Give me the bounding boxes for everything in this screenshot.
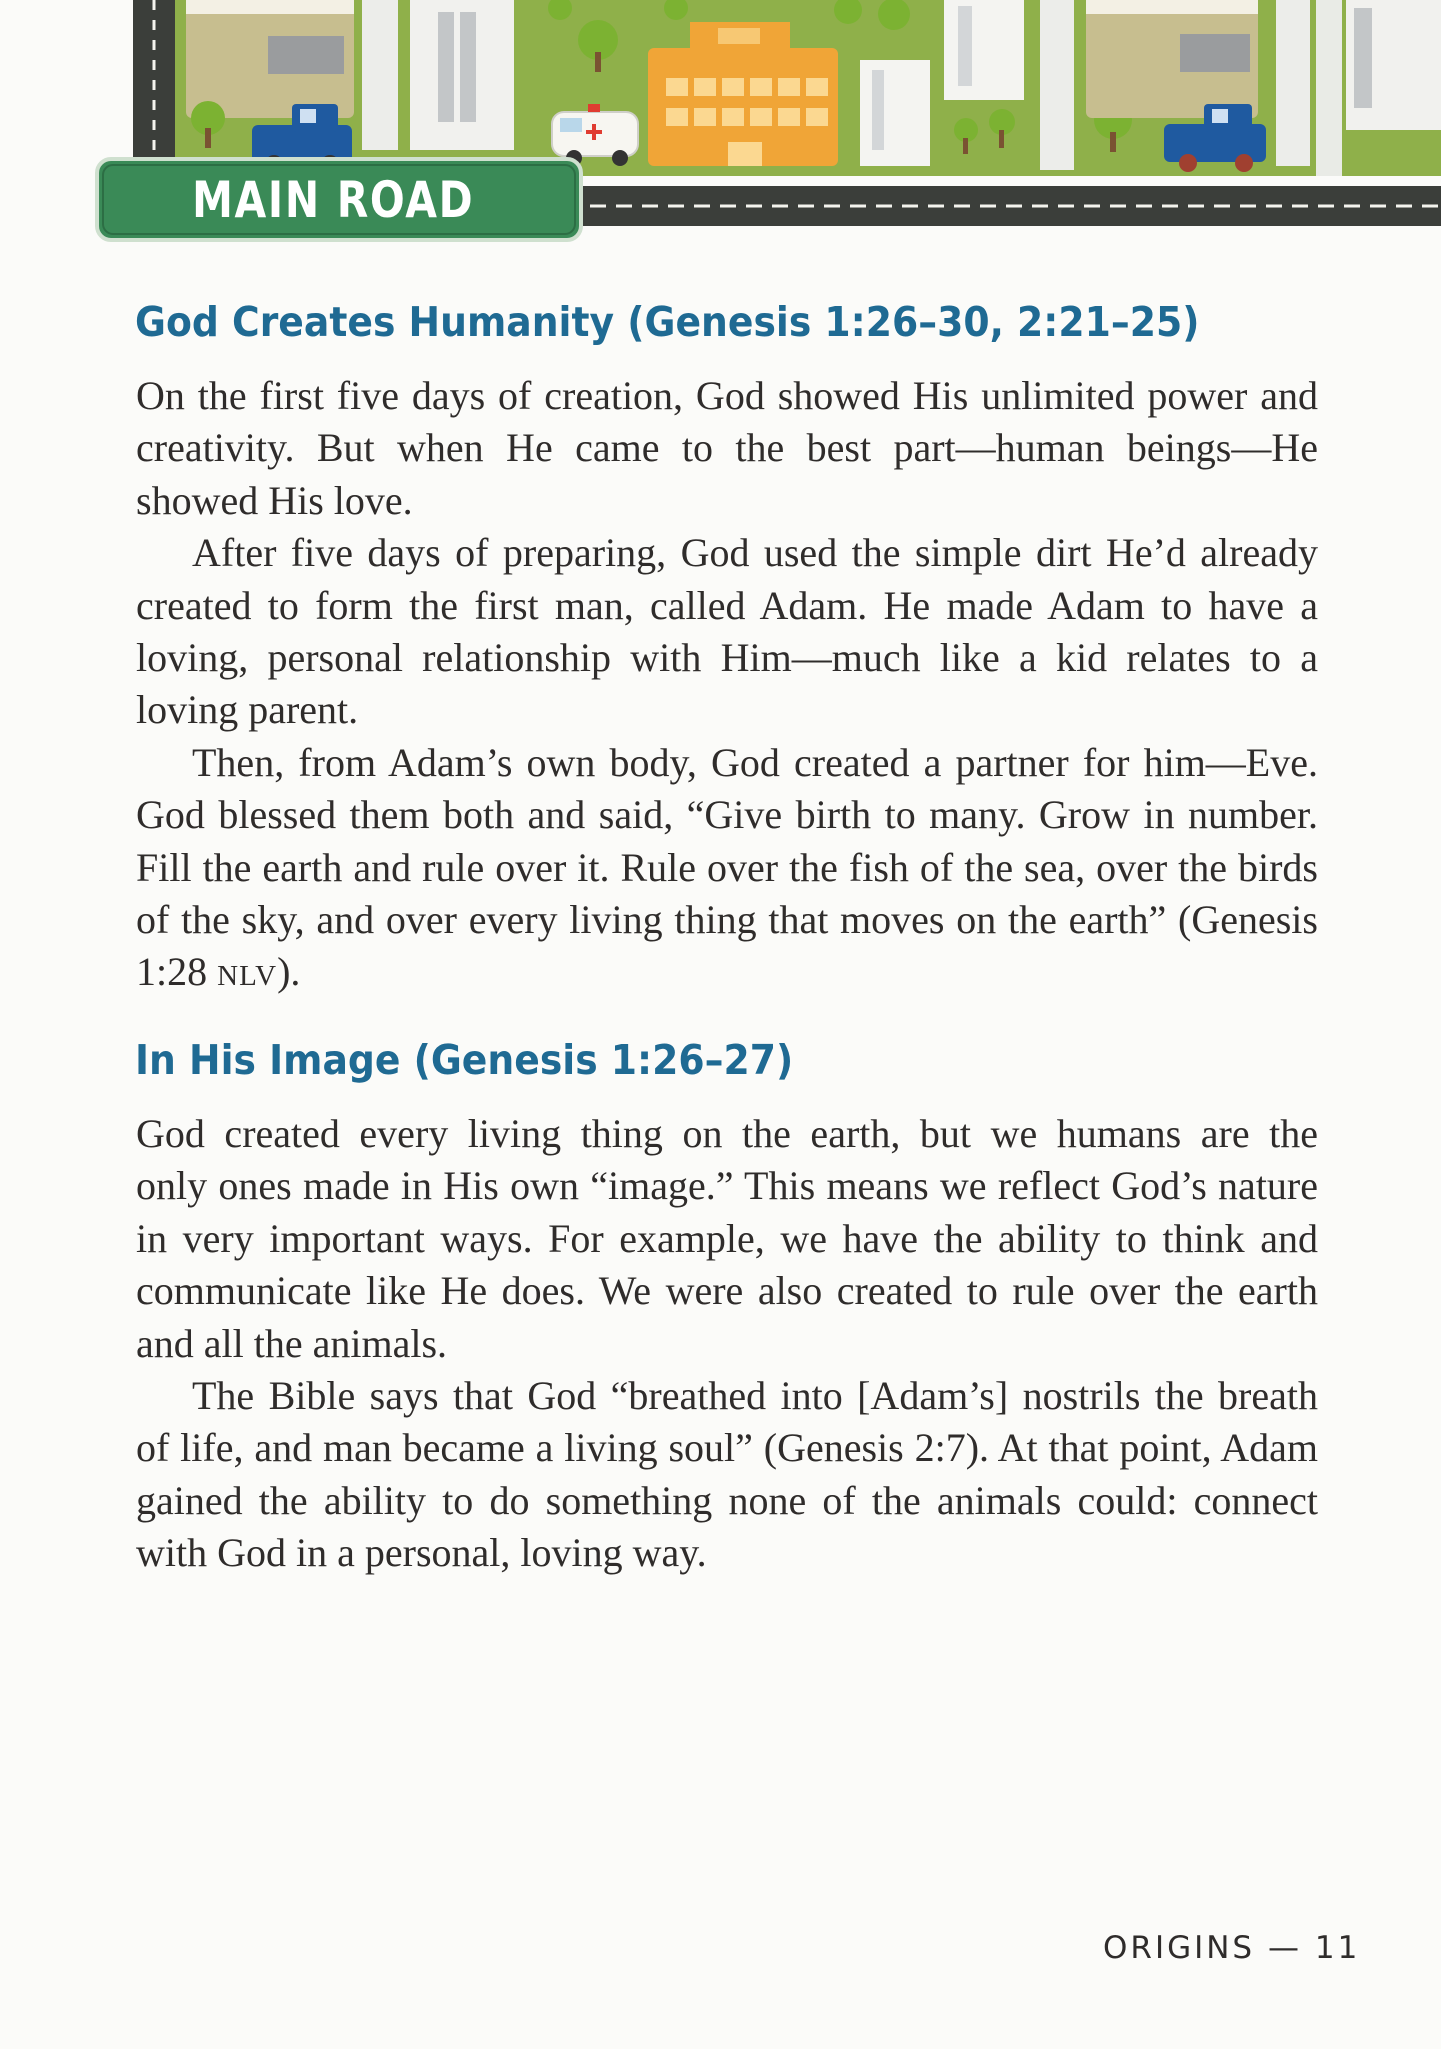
translation-abbrev: NLV [217, 960, 278, 993]
section-2-body [136, 1108, 1318, 1580]
body-line [136, 946, 1318, 1002]
section-heading-god-creates-humanity: God Creates Humanity (Genesis 1:26–30, 2:21–25) [135, 298, 1200, 346]
body-line: gained the ability to do something none of the animals could: connect [136, 1477, 1318, 1523]
footer-separator: — [1267, 1930, 1302, 1966]
body-line: and all the animals. [136, 1320, 448, 1366]
body-line: On the first five days of creation, God showed His unlimited power and [136, 373, 1318, 418]
section-1-body [136, 370, 1318, 1003]
body-line: After five days of preparing, God used the simple dirt He’d already [192, 530, 1318, 576]
body-line: Fill the earth and rule over it. Rule over the fish of the sea, over the birds [136, 844, 1318, 890]
body-line: with God in a personal, loving way. [136, 1530, 707, 1576]
page-footer [1103, 1930, 1360, 1966]
body-line: of life, and man became a living soul” (Genesis 2:7). At that point, Adam [136, 1425, 1318, 1471]
verse-ref: 1:28 [136, 949, 218, 995]
ambulance-icon [552, 104, 638, 166]
body-line: in very important ways. For example, we have the ability to think and [136, 1215, 1318, 1261]
body-line: created to form the first man, called Adam. He made Adam to have a [136, 582, 1318, 628]
page-number: 11 [1314, 1930, 1361, 1966]
book-title: ORIGINS [1103, 1930, 1256, 1966]
body-line: The Bible says that God “breathed into [Adam’s] nostrils the breath [192, 1373, 1318, 1419]
body-line: communicate like He does. We were also created to rule over the earth [136, 1268, 1318, 1314]
main-road-label: MAIN ROAD [192, 170, 475, 229]
right-road [1316, 0, 1342, 176]
body-line: loving, personal relationship with Him—much like a kid relates to a [136, 635, 1318, 681]
body-line: showed His love. [136, 477, 413, 523]
body-line: Then, from Adam’s own body, God created a partner for him—Eve. [192, 739, 1318, 785]
closing-punct: ). [277, 949, 301, 995]
body-line: loving parent. [136, 687, 359, 733]
body-line: of the sky, and over every living thing that moves on the earth” (Genesis [136, 897, 1318, 943]
body-line: God created every living thing on the earth, but we humans are the [136, 1111, 1318, 1156]
body-line: creativity. But when He came to the best part—human beings—He [136, 425, 1318, 471]
section-heading-in-his-image: In His Image (Genesis 1:26–27) [135, 1036, 794, 1084]
body-line: only ones made in His own “image.” This means we reflect God’s nature [136, 1163, 1318, 1209]
body-line: God blessed them both and said, “Give birth to many. Grow in number. [136, 792, 1318, 838]
